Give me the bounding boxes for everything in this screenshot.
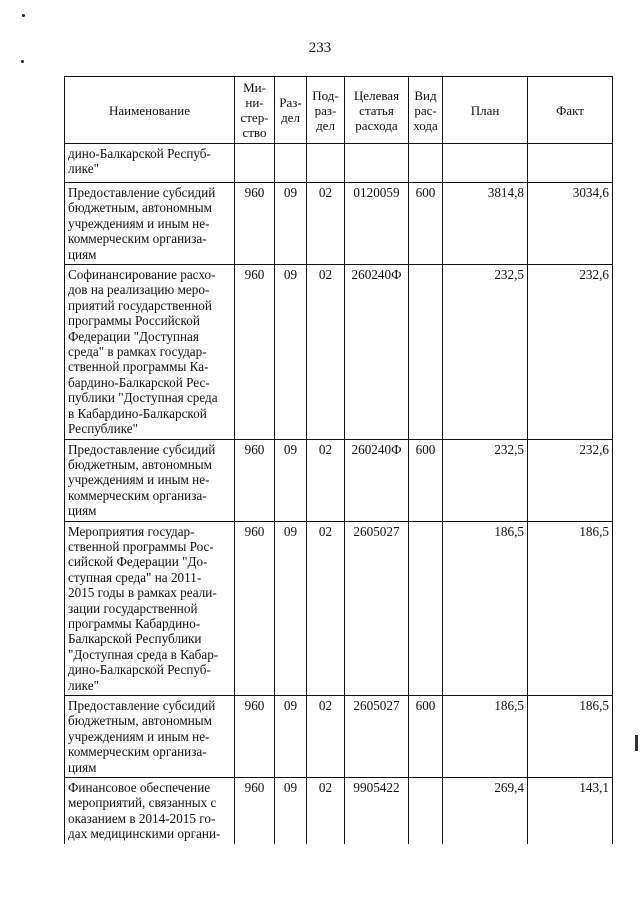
- cell-ministry: 960: [235, 265, 275, 439]
- cell-plan: 3814,8: [443, 183, 528, 265]
- cell-subsection: 02: [307, 439, 345, 521]
- cell-plan: 186,5: [443, 696, 528, 778]
- cell-expense-type: [409, 265, 443, 439]
- cell-plan: 186,5: [443, 521, 528, 695]
- header-subsection-text: Под- раз- дел: [312, 87, 339, 133]
- header-expense-type: [409, 77, 443, 144]
- cell-section: 09: [275, 521, 307, 695]
- cell-ministry: 960: [235, 778, 275, 844]
- table-header-row: [65, 77, 613, 144]
- cell-section: 09: [275, 265, 307, 439]
- cell-subsection: 02: [307, 265, 345, 439]
- header-plan: План: [443, 77, 528, 144]
- scan-speck: [22, 14, 25, 17]
- header-ministry: [235, 77, 275, 144]
- header-section: [275, 77, 307, 144]
- page-number: 233: [308, 40, 332, 56]
- cell-fact: [528, 144, 613, 183]
- cell-fact: 186,5: [528, 696, 613, 778]
- cell-expense-type: [409, 144, 443, 183]
- cell-fact: 143,1: [528, 778, 613, 844]
- cell-subsection: 02: [307, 778, 345, 844]
- cell-subsection: 02: [307, 521, 345, 695]
- cell-section: [275, 144, 307, 183]
- cell-expense-type: [409, 521, 443, 695]
- scan-edge-mark: [635, 735, 638, 751]
- cell-subsection: [307, 144, 345, 183]
- cell-target-item: 2605027: [345, 696, 409, 778]
- cell-fact: 232,6: [528, 265, 613, 439]
- table-row: [65, 521, 613, 695]
- table-row: [65, 778, 613, 844]
- header-target-item: [345, 77, 409, 144]
- cell-expense-type: 600: [409, 439, 443, 521]
- cell-name: Предоставление субсидий бюджетным, автономным учреждениям и иным не- коммерческим организа- циям: [65, 439, 235, 521]
- table-row: [65, 439, 613, 521]
- header-subsection: [307, 77, 345, 144]
- cell-ministry: [235, 144, 275, 183]
- header-expense-type-text: Вид рас- хода: [413, 87, 438, 133]
- cell-name: Предоставление субсидий бюджетным, автономным учреждениям и иным не- коммерческим организа- циям: [65, 183, 235, 265]
- cell-plan: [443, 144, 528, 183]
- cell-section: 09: [275, 778, 307, 844]
- cell-target-item: 2605027: [345, 521, 409, 695]
- scan-speck: [21, 60, 24, 63]
- cell-section: 09: [275, 183, 307, 265]
- header-target-item-text: Целевая статья расхода: [353, 87, 400, 133]
- budget-table: [64, 76, 613, 844]
- table-row: [65, 265, 613, 439]
- cell-fact: 232,6: [528, 439, 613, 521]
- cell-ministry: 960: [235, 183, 275, 265]
- header-fact: Факт: [528, 77, 613, 144]
- cell-expense-type: [409, 778, 443, 844]
- cell-expense-type: 600: [409, 696, 443, 778]
- cell-plan: 269,4: [443, 778, 528, 844]
- header-section-text: Раз- дел: [279, 95, 302, 125]
- cell-target-item: 260240Ф: [345, 439, 409, 521]
- cell-plan: 232,5: [443, 439, 528, 521]
- cell-name: Предоставление субсидий бюджетным, автономным учреждениям и иным не- коммерческим организа- циям: [65, 696, 235, 778]
- cell-section: 09: [275, 439, 307, 521]
- cell-subsection: 02: [307, 696, 345, 778]
- cell-target-item: 0120059: [345, 183, 409, 265]
- cell-target-item: 260240Ф: [345, 265, 409, 439]
- table-row: [65, 696, 613, 778]
- cell-plan: 232,5: [443, 265, 528, 439]
- cell-name: Финансовое обеспечение мероприятий, связанных с оказанием в 2014-2015 го- дах медицинскими органи-: [65, 778, 235, 844]
- cell-subsection: 02: [307, 183, 345, 265]
- header-ministry-text: Ми- ни- стер- ство: [240, 80, 269, 140]
- table-row: [65, 183, 613, 265]
- cell-ministry: 960: [235, 439, 275, 521]
- cell-target-item: [345, 144, 409, 183]
- cell-section: 09: [275, 696, 307, 778]
- cell-target-item: 9905422: [345, 778, 409, 844]
- table-row: [65, 144, 613, 183]
- cell-name: Софинансирование расхо- дов на реализацию меро- приятий государственной программы Российской Федерации "Доступная среда" в рамках государ- ственной программы Ка- бардино-Балкарской Рес- публики "Доступная среда в Кабардино-Балкарской Республике": [65, 265, 235, 439]
- header-name: Наименование: [65, 77, 235, 144]
- cell-name: дино-Балкарской Респуб- лике": [65, 144, 235, 183]
- cell-expense-type: 600: [409, 183, 443, 265]
- cell-ministry: 960: [235, 696, 275, 778]
- cell-ministry: 960: [235, 521, 275, 695]
- cell-fact: 186,5: [528, 521, 613, 695]
- cell-fact: 3034,6: [528, 183, 613, 265]
- cell-name: Мероприятия государ- ственной программы Рос- сийской Федерации "До- ступная среда" на 2011- 2015 годы в рамках реали- зации государственной программы Кабардино- Балкарской Республики "Доступная среда в Кабар- дино-Балкарской Респуб- лике": [65, 521, 235, 695]
